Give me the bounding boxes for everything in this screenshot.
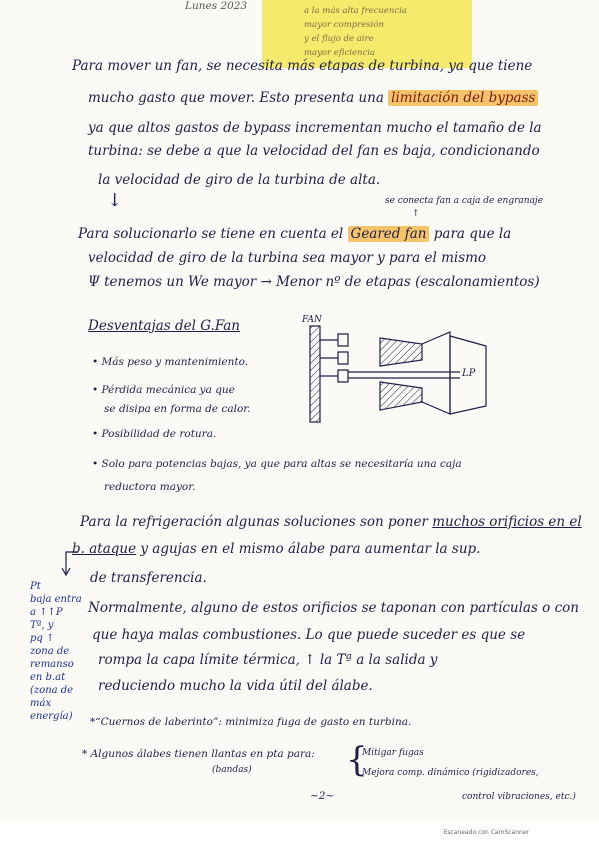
p3-line4: Normalmente, alguno de estos orificios se taponan con partículas o con [88, 600, 579, 616]
disadvantage-item: reductora mayor. [104, 481, 196, 493]
diagram-label-fan: FAN [302, 315, 322, 325]
side-note-line: Pt [30, 581, 41, 592]
p1-line3: ya que altos gastos de bypass incrementan mucho el tamaño de la [88, 120, 542, 136]
side-note-line: Tª, y [30, 620, 54, 631]
disadvantage-item: • Solo para potencias bajas, ya que para altas se necesitaría una caja [92, 458, 462, 470]
leading-edge-underlined: b. ataque [72, 541, 137, 557]
side-note-line: remanso [30, 659, 74, 670]
arrow-down-icon: ↓ [107, 190, 123, 211]
side-note-line: zona de [30, 646, 70, 657]
brace-item: control vibraciones, etc.) [462, 792, 576, 802]
p1-line1 [72, 58, 532, 74]
side-note-line: baja entra [30, 594, 82, 605]
p3-line1-underlined: muchos orificios en el [432, 514, 582, 530]
p1-line5: la velocidad de giro de la turbina de alta. [98, 172, 381, 188]
disadvantage-item: se disipa en forma de calor. [104, 403, 251, 415]
p1-line2-text: mucho gasto que mover. Esto presenta una [88, 90, 384, 106]
arrow-up-icon: ↑ [412, 209, 420, 219]
side-note-line: máx [30, 698, 52, 709]
upper-turbine-shape [380, 338, 422, 366]
p1-line2 [88, 90, 538, 106]
p3-line5: que haya malas combustiones. Lo que puede suceder es que se [92, 627, 526, 643]
fan-blade-shape [310, 326, 320, 422]
sticky-line: mayor eficiencia [304, 48, 376, 58]
side-note-line: a ↑↑P [30, 607, 63, 618]
p3-line2 [72, 541, 480, 557]
disadvantages-title: Desventajas del G.Fan [88, 318, 241, 334]
scanner-watermark: Escaneado con CamScanner [443, 829, 529, 836]
blade-shroud-subnote: (bandas) [212, 765, 252, 775]
p3-line3: de transferencia. [90, 570, 207, 586]
p3-line1 [80, 514, 582, 530]
p2-line1-end: para que la [433, 226, 512, 242]
disadvantage-item: • Posibilidad de rotura. [92, 428, 217, 440]
side-note-line: (zona de [30, 685, 74, 696]
p1-line4: turbina: se debe a que la velocidad del fan es baja, condicionando [88, 143, 540, 159]
disadvantage-item: • Más peso y mantenimiento. [92, 356, 249, 368]
side-note-line: pq ↑ [30, 633, 55, 644]
disadvantage-item: • Pérdida mecánica ya que [92, 384, 235, 396]
bypass-limitation-highlight: limitación del bypass [388, 90, 538, 106]
p1-line1-text: Para mover un fan, se necesita más etapas de turbina, ya que tiene [72, 58, 533, 74]
geared-fan-diagram [300, 310, 510, 430]
p3-line2-text: y agujas en el mismo álabe para aumentar la sup. [140, 541, 481, 557]
geared-fan-highlight: Geared fan [348, 226, 430, 242]
lp-casing-shape [422, 332, 450, 414]
side-note [30, 580, 82, 723]
sticky-line: y el flujo de aire [304, 34, 374, 44]
lower-turbine-shape [380, 382, 422, 410]
p2-line3: Ψ tenemos un We mayor → Menor nº de etapas (escalonamientos) [88, 274, 540, 290]
geared-fan-annotation: se conecta fan a caja de engranaje [385, 196, 544, 206]
brace-item: Mejora comp. dinámico (rigidizadores, [362, 768, 539, 778]
header-fragment: Lunes 2023 [185, 0, 248, 12]
p2-line1 [78, 226, 511, 242]
p2-line1-text: Para solucionarlo se tiene en cuenta el [78, 226, 344, 242]
sticky-line: mayor compresión [304, 20, 384, 30]
side-note-line: energía) [30, 711, 73, 722]
p2-line2: velocidad de giro de la turbina sea mayor y para el mismo [88, 250, 487, 266]
sticky-line: a la más alta frecuencia [304, 6, 407, 16]
brace-item: Mitigar fugas [362, 748, 424, 758]
p3-line1-text: Para la refrigeración algunas soluciones son poner [80, 514, 428, 530]
brace-icon: { [346, 740, 368, 780]
side-arrow-icon [60, 548, 80, 578]
page-number: ~2~ [310, 790, 335, 802]
diagram-label-lp: LP [462, 368, 476, 379]
side-note-line: en b.at [30, 672, 66, 683]
p3-line6: rompa la capa límite térmica, ↑ la Tª a la salida y [98, 652, 438, 668]
labyrinth-seal-note: *“Cuernos de laberinto”: minimiza fuga de gasto en turbina. [90, 716, 412, 728]
gearbox-shape [320, 334, 348, 382]
p3-line7: reduciendo mucho la vida útil del álabe. [98, 678, 373, 694]
blade-shroud-note: * Algunos álabes tienen llantas en pta para: [82, 748, 315, 760]
